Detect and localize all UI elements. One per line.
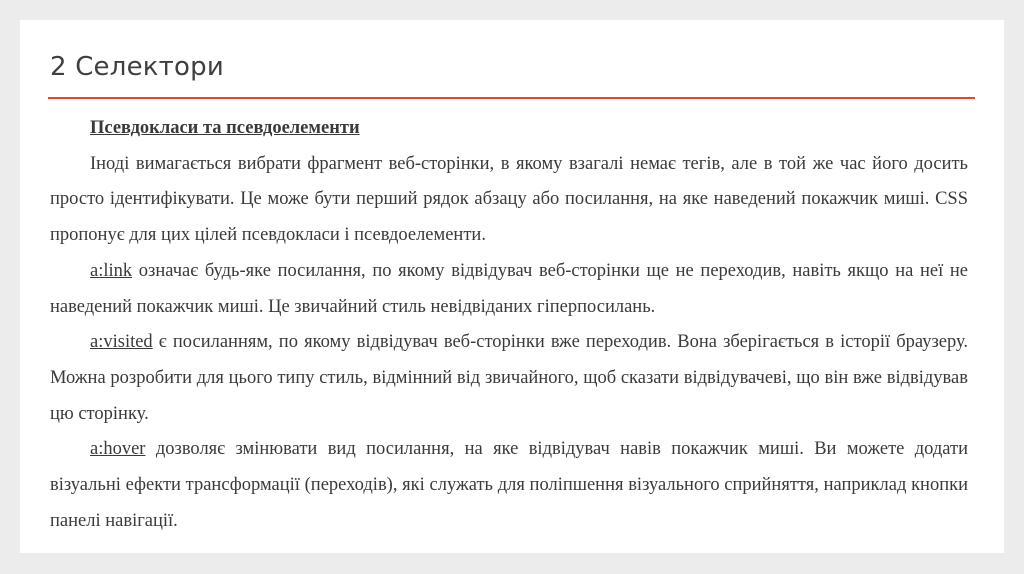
term-a-visited: a:visited [90, 332, 153, 353]
paragraph-hover-text: дозволяє змінювати вид посилання, на яке відвідувач навів покажчик миші. Ви можете додати візуальні ефекти трансформації (переходів), які служать для поліпшення візуального сприйняття, наприклад кнопки панелі навігації. [50, 439, 968, 531]
slide-content [50, 111, 968, 539]
paragraph-hover [50, 432, 968, 539]
term-a-link: a:link [90, 260, 133, 281]
term-a-hover: a:hover [90, 439, 146, 460]
section-heading: Псевдокласи та псевдоелементи [90, 118, 360, 138]
intro-paragraph: Іноді вимагається вибрати фрагмент веб-сторінки, в якому взагалі немає тегів, але в той же час його досить просто ідентифікувати. Це може бути перший рядок абзацу або посилання, на яке наведений покажчик миші. CSS пропонує для цих цілей псевдокласи і псевдоелементи. [50, 153, 968, 246]
title-divider [48, 97, 975, 99]
paragraph-link-text: означає будь-яке посилання, по якому відвідувач веб-сторінки ще не переходив, навіть якщо на неї не наведений покажчик миші. Це звичайний стиль невідвіданих гіперпосилань. [50, 260, 968, 317]
paragraph-link [50, 254, 968, 325]
slide [20, 20, 1004, 553]
paragraph-visited [50, 325, 968, 432]
paragraph-visited-text: є посиланням, по якому відвідувач веб-сторінки вже переходив. Вона зберігається в історії браузеру. Можна розробити для цього типу стиль, відмінний від звичайного, щоб сказати відвідувачеві, що він вже відвідував цю сторінку. [50, 332, 968, 424]
slide-title: 2 Селектори [50, 52, 224, 82]
